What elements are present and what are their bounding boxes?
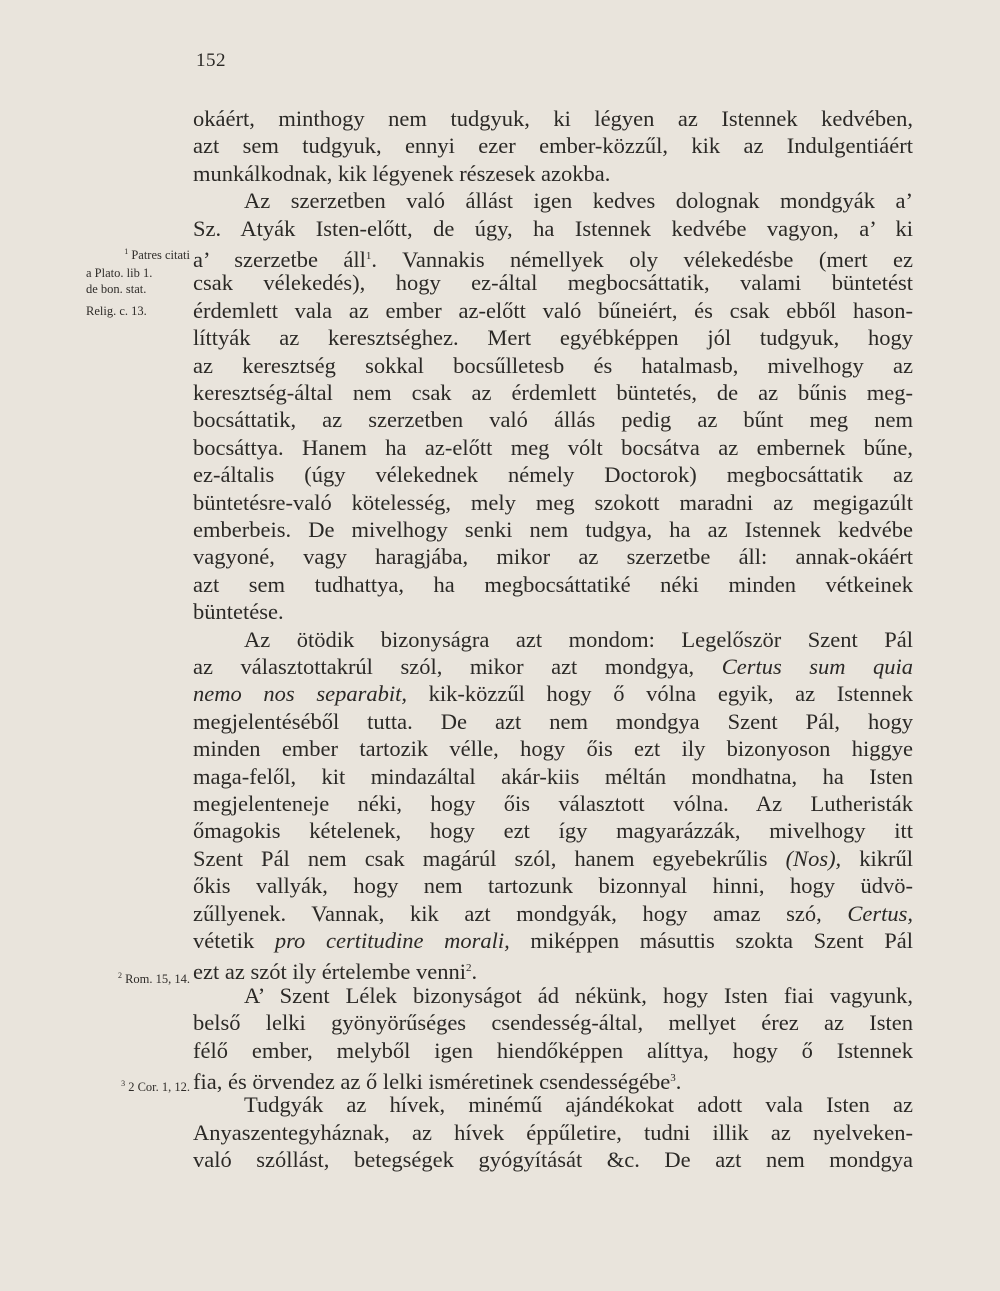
text-line xyxy=(193,597,913,627)
text-line xyxy=(193,762,913,792)
text-segment: Sz. Atyák Isten-előtt, de úgy, ha Istennek kedvébe vagyon, a’ ki xyxy=(193,215,913,241)
text-line xyxy=(193,871,913,901)
text-segment: okáért, minthogy nem tudgyuk, ki légyen az Istennek kedvében, xyxy=(193,106,913,131)
text-segment: A’ Szent Lélek bizonyságot ád nékünk, hogy Isten fiai vagyunk, xyxy=(244,982,913,1008)
text-line xyxy=(193,488,913,518)
note-mark: 1 xyxy=(124,247,129,256)
margin-note xyxy=(86,244,190,262)
text-segment: való szóllást, betegségek gyógyítását &c. De azt nem mondgya xyxy=(193,1147,913,1173)
margin-note xyxy=(86,266,190,281)
text-line xyxy=(193,241,913,271)
text-line xyxy=(193,1036,913,1066)
text-segment: belső lelki gyönyörűséges csendesség-által, mellyet érez az Isten xyxy=(193,1010,913,1036)
text-segment: zűllyenek. Vannak, kik azt mondgyák, hogy amaz szó, xyxy=(193,900,848,926)
italic-text: pro certitudine morali, xyxy=(274,928,510,953)
text-segment: Tudgyák az hívek, minémű ajándékokat adott vala Isten az xyxy=(244,1092,913,1118)
text-line xyxy=(193,1118,913,1148)
text-segment: Anyaszentegyháznak, az hívek éppűletire, tudni illik az nyelveken- xyxy=(193,1119,913,1145)
text-line xyxy=(193,131,913,161)
text-line xyxy=(193,679,913,709)
text-segment: vétetik xyxy=(193,928,275,953)
text-segment: emberbeis. De mivelhogy senki nem tudgya, ha az Istennek kedvébe xyxy=(193,517,913,542)
text-segment: őkis vallyák, hogy nem tartozunk bizonnyal hinni, hogy üdvö- xyxy=(193,873,913,899)
text-segment: őmagokis kételenek, hogy ezt így magyarázzák, mivelhogy itt xyxy=(193,818,913,844)
text-line xyxy=(193,159,913,189)
note-text: Patres citati xyxy=(131,248,190,262)
text-segment: Az ötödik bizonyságra azt mondom: Legelőször Szent Pál xyxy=(244,626,913,652)
text-segment: büntetésre-való kötelesség, mely meg szokott maradni az megigazúlt xyxy=(193,489,913,515)
text-line xyxy=(244,981,913,1011)
text-line xyxy=(193,652,913,682)
text-line xyxy=(193,816,913,846)
footnote-mark: 1 xyxy=(365,250,372,262)
note-text: a Plato. lib 1. xyxy=(86,266,153,280)
margin-note xyxy=(86,1076,190,1094)
footnote-mark: 2 xyxy=(466,962,472,975)
margin-note xyxy=(86,304,190,319)
text-line xyxy=(193,844,913,874)
text-segment: ezt az szót ily értelembe venni xyxy=(193,959,466,985)
text-segment: kikrűl xyxy=(841,845,914,871)
note-mark: 3 xyxy=(121,1079,126,1088)
text-segment: kik-közzűl hogy ő vólna egyik, az Istennek xyxy=(406,681,914,707)
text-line xyxy=(193,405,913,435)
text-line xyxy=(193,926,913,956)
text-line xyxy=(193,707,913,737)
text-line xyxy=(244,625,913,655)
text-segment: bocsáttatik, az szerzetben való állás pedig az bűnt meg nem xyxy=(193,407,913,433)
text-line xyxy=(193,104,913,134)
text-line xyxy=(193,296,913,326)
text-segment: vagyoné, vagy haragjába, mikor az szerzetbe áll: annak-okáért xyxy=(193,544,913,570)
text-segment: megjelentéséből tutta. De azt nem mondgya Szent Pál, hogy xyxy=(193,708,913,734)
text-line xyxy=(193,515,913,545)
text-segment: munkálkodnak, kik légyenek részesek azokba. xyxy=(193,160,611,186)
text-line xyxy=(193,570,913,600)
text-segment: azt sem tudhattya, ha megbocsáttatiké néki minden vétkeinek xyxy=(193,571,913,597)
text-line xyxy=(193,734,913,764)
text-line xyxy=(193,1145,913,1175)
text-line xyxy=(193,899,913,929)
footnote-mark: 3 xyxy=(670,1072,676,1084)
note-text: de bon. stat. xyxy=(86,282,147,296)
text-segment: csak vélekedés), hogy ez-által megbocsáttatik, valami büntetést xyxy=(193,270,913,296)
text-segment: az választottakrúl szól, mikor azt mondgya, xyxy=(193,654,722,679)
text-line xyxy=(193,1008,913,1038)
note-mark: 2 xyxy=(117,971,122,980)
text-segment: bocsáttya. Hanem ha az-előtt meg vólt bocsátva az embernek bűne, xyxy=(193,434,913,460)
text-line xyxy=(244,1090,913,1120)
note-text: 2 Cor. 1, 12. xyxy=(128,1080,190,1094)
text-segment: miképpen másuttis szokta Szent Pál xyxy=(509,928,913,953)
text-segment: Szent Pál nem csak magárúl szól, hanem egyebekrűlis xyxy=(193,845,786,871)
text-line xyxy=(193,1063,913,1093)
text-line xyxy=(193,378,913,408)
text-segment: a’ szerzetbe áll xyxy=(193,247,366,272)
text-line xyxy=(244,186,913,216)
text-segment: maga-felől, kit mindazáltal akár-kiis méltán mondhatna, ha Isten xyxy=(193,763,913,789)
text-segment: keresztség-által nem csak az érdemlett büntetés, de az bűnis meg- xyxy=(193,380,913,405)
text-segment: . xyxy=(675,1069,682,1094)
text-segment: érdemlett vala az ember az-előtt való bűneiért, és csak ebből hason- xyxy=(193,297,913,323)
text-line xyxy=(193,433,913,463)
note-text: Rom. 15, 14. xyxy=(125,972,190,986)
text-line xyxy=(193,268,913,298)
text-segment: Az szerzetben való állást igen kedves dolognak mondgyák a’ xyxy=(244,188,913,214)
text-segment: fia, és örvendez az ő lelki isméretinek csendességébe xyxy=(193,1069,671,1094)
text-line xyxy=(193,789,913,819)
margin-note xyxy=(86,968,190,986)
text-segment: az keresztség sokkal bocsűlletesb és hatalmasb, mivelhogy az xyxy=(193,352,913,378)
text-segment: . Vannakis némellyek oly vélekedésbe (mert ez xyxy=(371,247,914,272)
text-line xyxy=(193,323,913,353)
italic-text: Certus, xyxy=(847,900,913,926)
text-segment: líttyák az keresztséghez. Mert egyébképpen jól tudgyuk, hogy xyxy=(193,325,913,351)
italic-text: (Nos), xyxy=(785,845,842,871)
text-segment: félő ember, melyből igen hiendőképpen alíttya, hogy ő Istennek xyxy=(193,1037,913,1063)
text-line xyxy=(193,351,913,381)
text-segment: büntetése. xyxy=(193,599,284,625)
italic-text: nemo nos separabit, xyxy=(193,681,407,707)
italic-text: Certus sum quia xyxy=(721,654,913,679)
text-segment: minden ember tartozik vélle, hogy őis ezt ily bizonyoson higgye xyxy=(193,736,913,762)
page-number: 152 xyxy=(196,50,226,71)
text-segment: megjelenteneje néki, hogy őis választott vólna. Az Lutheristák xyxy=(193,791,913,816)
margin-note xyxy=(86,282,190,297)
text-line xyxy=(193,542,913,572)
note-text: Relig. c. 13. xyxy=(86,304,147,318)
text-line xyxy=(193,214,913,244)
text-segment: . xyxy=(471,959,478,985)
text-line xyxy=(193,953,913,983)
text-line xyxy=(193,460,913,490)
text-segment: ez-általis (úgy vélekednek némely Doctorok) megbocsáttatik az xyxy=(193,462,913,488)
text-segment: azt sem tudgyuk, ennyi ezer ember-közzűl, kik az Indulgentiáért xyxy=(193,133,913,159)
